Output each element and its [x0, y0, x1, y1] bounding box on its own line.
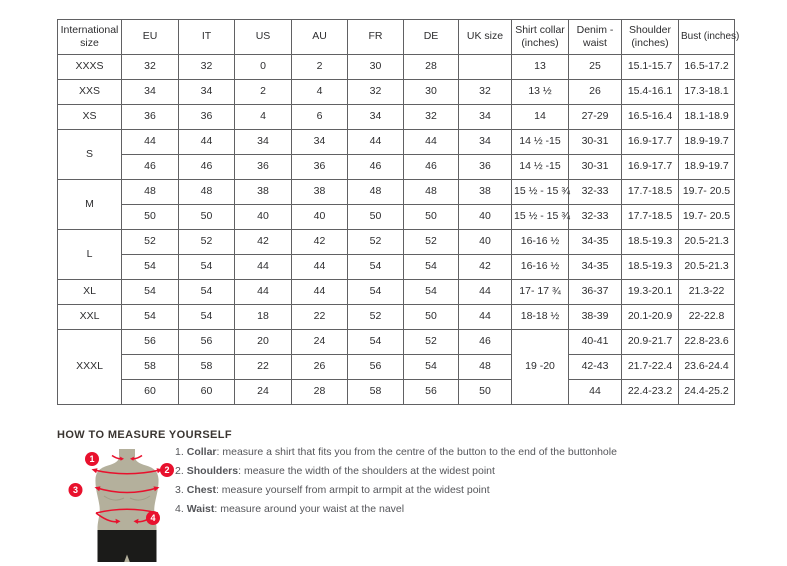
- table-cell: 54: [122, 280, 179, 305]
- table-cell: 30: [348, 55, 404, 80]
- table-cell: 30-31: [569, 155, 622, 180]
- table-cell: 19 -20: [512, 330, 569, 405]
- table-cell: 34-35: [569, 255, 622, 280]
- table-cell: 15 ½ - 15 ¾: [512, 180, 569, 205]
- table-cell: M: [58, 180, 122, 230]
- table-cell: 32: [459, 80, 512, 105]
- table-row: [58, 305, 735, 330]
- table-cell: 42: [235, 230, 292, 255]
- table-cell: 52: [404, 330, 459, 355]
- table-cell: 32-33: [569, 180, 622, 205]
- table-cell: 54: [404, 355, 459, 380]
- table-row: [58, 330, 735, 355]
- table-cell: 44: [235, 255, 292, 280]
- table-cell: S: [58, 130, 122, 180]
- step-label: Waist: [186, 503, 215, 515]
- table-cell: 52: [404, 230, 459, 255]
- step-number: 4.: [175, 503, 184, 515]
- column-header: International size: [58, 20, 122, 55]
- size-table-header: [58, 20, 740, 55]
- table-cell: 40: [459, 230, 512, 255]
- table-cell: 15.4-16.1: [622, 80, 679, 105]
- table-cell: 44: [569, 380, 622, 405]
- table-cell: 46: [122, 155, 179, 180]
- table-cell: 4: [292, 80, 348, 105]
- table-cell: 24: [292, 330, 348, 355]
- table-cell: 18.9-19.7: [679, 155, 735, 180]
- table-cell: 4: [235, 105, 292, 130]
- step-text: : measure a shirt that fits you from the centre of the button to the end of the buttonhole: [216, 446, 617, 458]
- column-header: AU: [292, 20, 348, 55]
- table-cell: 13 ½: [512, 80, 569, 105]
- table-cell: 48: [122, 180, 179, 205]
- table-cell: 34: [235, 130, 292, 155]
- table-cell: 23.6-24.4: [679, 355, 735, 380]
- step-number: 3.: [175, 484, 184, 496]
- table-cell: 22: [235, 355, 292, 380]
- table-cell: 18: [235, 305, 292, 330]
- table-cell: 48: [348, 180, 404, 205]
- table-cell: 16-16 ½: [512, 255, 569, 280]
- table-cell: 32: [179, 55, 235, 80]
- table-cell: 56: [348, 355, 404, 380]
- column-header: FR: [348, 20, 404, 55]
- table-cell: 44: [235, 280, 292, 305]
- table-cell: 40: [235, 205, 292, 230]
- table-cell: 32: [404, 105, 459, 130]
- step-number: 2.: [175, 465, 184, 477]
- table-cell: 36: [459, 155, 512, 180]
- table-cell: XXS: [58, 80, 122, 105]
- table-cell: L: [58, 230, 122, 280]
- table-cell: 54: [122, 255, 179, 280]
- step-label: Chest: [186, 484, 216, 496]
- table-cell: 34: [122, 80, 179, 105]
- table-cell: 22-22.8: [679, 305, 735, 330]
- table-row: [58, 355, 735, 380]
- table-cell: 50: [179, 205, 235, 230]
- table-cell: 52: [179, 230, 235, 255]
- table-cell: 60: [122, 380, 179, 405]
- table-cell: 52: [348, 230, 404, 255]
- table-cell: 16.5-17.2: [679, 55, 735, 80]
- size-table: [57, 19, 740, 405]
- table-cell: 44: [292, 280, 348, 305]
- table-cell: 27-29: [569, 105, 622, 130]
- measure-step-waist: [175, 503, 617, 515]
- step-text: : measure yourself from armpit to armpit at the widest point: [215, 484, 490, 496]
- step-label: Collar: [186, 446, 217, 458]
- table-cell: 40-41: [569, 330, 622, 355]
- table-row: [58, 255, 735, 280]
- table-cell: 58: [348, 380, 404, 405]
- table-cell: 50: [459, 380, 512, 405]
- step-text: : measure around your waist at the navel: [214, 503, 405, 515]
- table-cell: 2: [235, 80, 292, 105]
- table-cell: 48: [179, 180, 235, 205]
- table-row: [58, 80, 735, 105]
- table-cell: 38: [235, 180, 292, 205]
- table-cell: 16.5-16.4: [622, 105, 679, 130]
- table-cell: 54: [179, 280, 235, 305]
- table-cell: 34: [179, 80, 235, 105]
- table-row: [58, 55, 735, 80]
- table-cell: 30-31: [569, 130, 622, 155]
- table-cell: XS: [58, 105, 122, 130]
- table-cell: 38: [459, 180, 512, 205]
- table-cell: 28: [292, 380, 348, 405]
- table-row: [58, 155, 735, 180]
- table-cell: 50: [404, 205, 459, 230]
- table-cell: 46: [459, 330, 512, 355]
- table-cell: 17.7-18.5: [622, 205, 679, 230]
- table-cell: 34-35: [569, 230, 622, 255]
- table-cell: 50: [122, 205, 179, 230]
- table-cell: 16.9-17.7: [622, 155, 679, 180]
- table-cell: 58: [179, 355, 235, 380]
- table-row: [58, 130, 735, 155]
- table-cell: 2: [292, 55, 348, 80]
- table-cell: 17.3-18.1: [679, 80, 735, 105]
- table-cell: XXXL: [58, 330, 122, 405]
- table-cell: 18.5-19.3: [622, 230, 679, 255]
- column-header: EU: [122, 20, 179, 55]
- column-header: Shoulder (inches): [622, 20, 679, 55]
- column-header: UK size: [459, 20, 512, 55]
- measure-step-chest: [175, 484, 617, 496]
- table-cell: 0: [235, 55, 292, 80]
- badge-1-number: 1: [89, 454, 95, 465]
- table-cell: 16-16 ½: [512, 230, 569, 255]
- badge-4-number: 4: [150, 513, 156, 524]
- table-cell: 20.9-21.7: [622, 330, 679, 355]
- table-cell: 15.1-15.7: [622, 55, 679, 80]
- table-cell: 21.3-22: [679, 280, 735, 305]
- table-cell: 44: [459, 305, 512, 330]
- table-cell: 42-43: [569, 355, 622, 380]
- table-cell: 22: [292, 305, 348, 330]
- table-cell: 24: [235, 380, 292, 405]
- table-cell: 18-18 ½: [512, 305, 569, 330]
- table-cell: 36: [179, 105, 235, 130]
- table-cell: 20.5-21.3: [679, 255, 735, 280]
- table-cell: 38-39: [569, 305, 622, 330]
- table-cell: 18.9-19.7: [679, 130, 735, 155]
- table-cell: 54: [179, 255, 235, 280]
- table-cell: 14 ½ -15: [512, 155, 569, 180]
- table-cell: 40: [459, 205, 512, 230]
- table-cell: 22.4-23.2: [622, 380, 679, 405]
- table-cell: 26: [569, 80, 622, 105]
- table-row: [58, 230, 735, 255]
- table-cell: 17- 17 ¾: [512, 280, 569, 305]
- table-cell: 54: [179, 305, 235, 330]
- table-cell: 19.7- 20.5: [679, 205, 735, 230]
- table-cell: 15 ½ - 15 ¾: [512, 205, 569, 230]
- measure-steps: [175, 446, 617, 522]
- table-cell: 34: [348, 105, 404, 130]
- table-cell: 48: [459, 355, 512, 380]
- column-header: DE: [404, 20, 459, 55]
- table-cell: 48: [404, 180, 459, 205]
- table-cell: 26: [292, 355, 348, 380]
- table-cell: 36-37: [569, 280, 622, 305]
- table-cell: 32: [122, 55, 179, 80]
- table-cell: 38: [292, 180, 348, 205]
- table-cell: 44: [122, 130, 179, 155]
- table-cell: 14 ½ -15: [512, 130, 569, 155]
- table-cell: 54: [348, 255, 404, 280]
- step-label: Shoulders: [186, 465, 239, 477]
- step-text: : measure the width of the shoulders at the widest point: [238, 465, 495, 477]
- table-cell: 16.9-17.7: [622, 130, 679, 155]
- table-row: [58, 205, 735, 230]
- table-cell: XXL: [58, 305, 122, 330]
- table-cell: 17.7-18.5: [622, 180, 679, 205]
- table-cell: 21.7-22.4: [622, 355, 679, 380]
- table-cell: 18.1-18.9: [679, 105, 735, 130]
- shoulder-arrowhead-left: [92, 468, 98, 473]
- table-cell: 44: [179, 130, 235, 155]
- column-header: IT: [179, 20, 235, 55]
- table-cell: 32: [348, 80, 404, 105]
- table-cell: 54: [348, 330, 404, 355]
- table-cell: 14: [512, 105, 569, 130]
- table-cell: XL: [58, 280, 122, 305]
- table-cell: 46: [348, 155, 404, 180]
- column-header: Shirt collar (inches): [512, 20, 569, 55]
- table-cell: 44: [348, 130, 404, 155]
- table-cell: 42: [459, 255, 512, 280]
- header-row: [58, 20, 735, 55]
- size-table-body: [58, 55, 735, 405]
- table-cell: 36: [235, 155, 292, 180]
- table-cell: 52: [348, 305, 404, 330]
- table-cell: 46: [404, 155, 459, 180]
- measure-step-shoulders: [175, 465, 617, 477]
- column-header: Denim - waist: [569, 20, 622, 55]
- measure-step-collar: [175, 446, 617, 458]
- table-cell: 34: [459, 130, 512, 155]
- badge-3-number: 3: [72, 485, 79, 496]
- table-cell: 44: [404, 130, 459, 155]
- table-cell: 54: [122, 305, 179, 330]
- table-cell: 56: [404, 380, 459, 405]
- step-number: 1.: [175, 446, 184, 458]
- table-cell: 6: [292, 105, 348, 130]
- table-cell: 52: [122, 230, 179, 255]
- table-cell: 54: [404, 255, 459, 280]
- table-cell: 58: [122, 355, 179, 380]
- table-cell: 32-33: [569, 205, 622, 230]
- table-cell: 56: [122, 330, 179, 355]
- table-cell: 22.8-23.6: [679, 330, 735, 355]
- table-cell: 40: [292, 205, 348, 230]
- table-cell: 28: [404, 55, 459, 80]
- table-cell: 24.4-25.2: [679, 380, 735, 405]
- table-cell: 44: [292, 255, 348, 280]
- how-to-title: HOW TO MEASURE YOURSELF: [57, 429, 233, 441]
- table-cell: 13: [512, 55, 569, 80]
- column-header: US: [235, 20, 292, 55]
- table-cell: 20: [235, 330, 292, 355]
- badge-2-number: 2: [164, 465, 170, 476]
- table-cell: 36: [292, 155, 348, 180]
- table-cell: 46: [179, 155, 235, 180]
- table-cell: 60: [179, 380, 235, 405]
- table-cell: 30: [404, 80, 459, 105]
- table-cell: 25: [569, 55, 622, 80]
- table-cell: 36: [122, 105, 179, 130]
- table-cell: 20.5-21.3: [679, 230, 735, 255]
- table-cell: 19.7- 20.5: [679, 180, 735, 205]
- table-cell: [459, 55, 512, 80]
- table-cell: 34: [292, 130, 348, 155]
- table-cell: XXXS: [58, 55, 122, 80]
- table-cell: 42: [292, 230, 348, 255]
- table-cell: 44: [459, 280, 512, 305]
- table-row: [58, 105, 735, 130]
- table-cell: 54: [404, 280, 459, 305]
- table-row: [58, 380, 735, 405]
- column-header: Bust (inches): [679, 20, 735, 55]
- table-cell: 20.1-20.9: [622, 305, 679, 330]
- table-row: [58, 280, 735, 305]
- table-cell: 19.3-20.1: [622, 280, 679, 305]
- table-cell: 56: [179, 330, 235, 355]
- table-cell: 34: [459, 105, 512, 130]
- table-cell: 50: [404, 305, 459, 330]
- table-cell: 50: [348, 205, 404, 230]
- table-row: [58, 180, 735, 205]
- table-cell: 54: [348, 280, 404, 305]
- table-cell: 18.5-19.3: [622, 255, 679, 280]
